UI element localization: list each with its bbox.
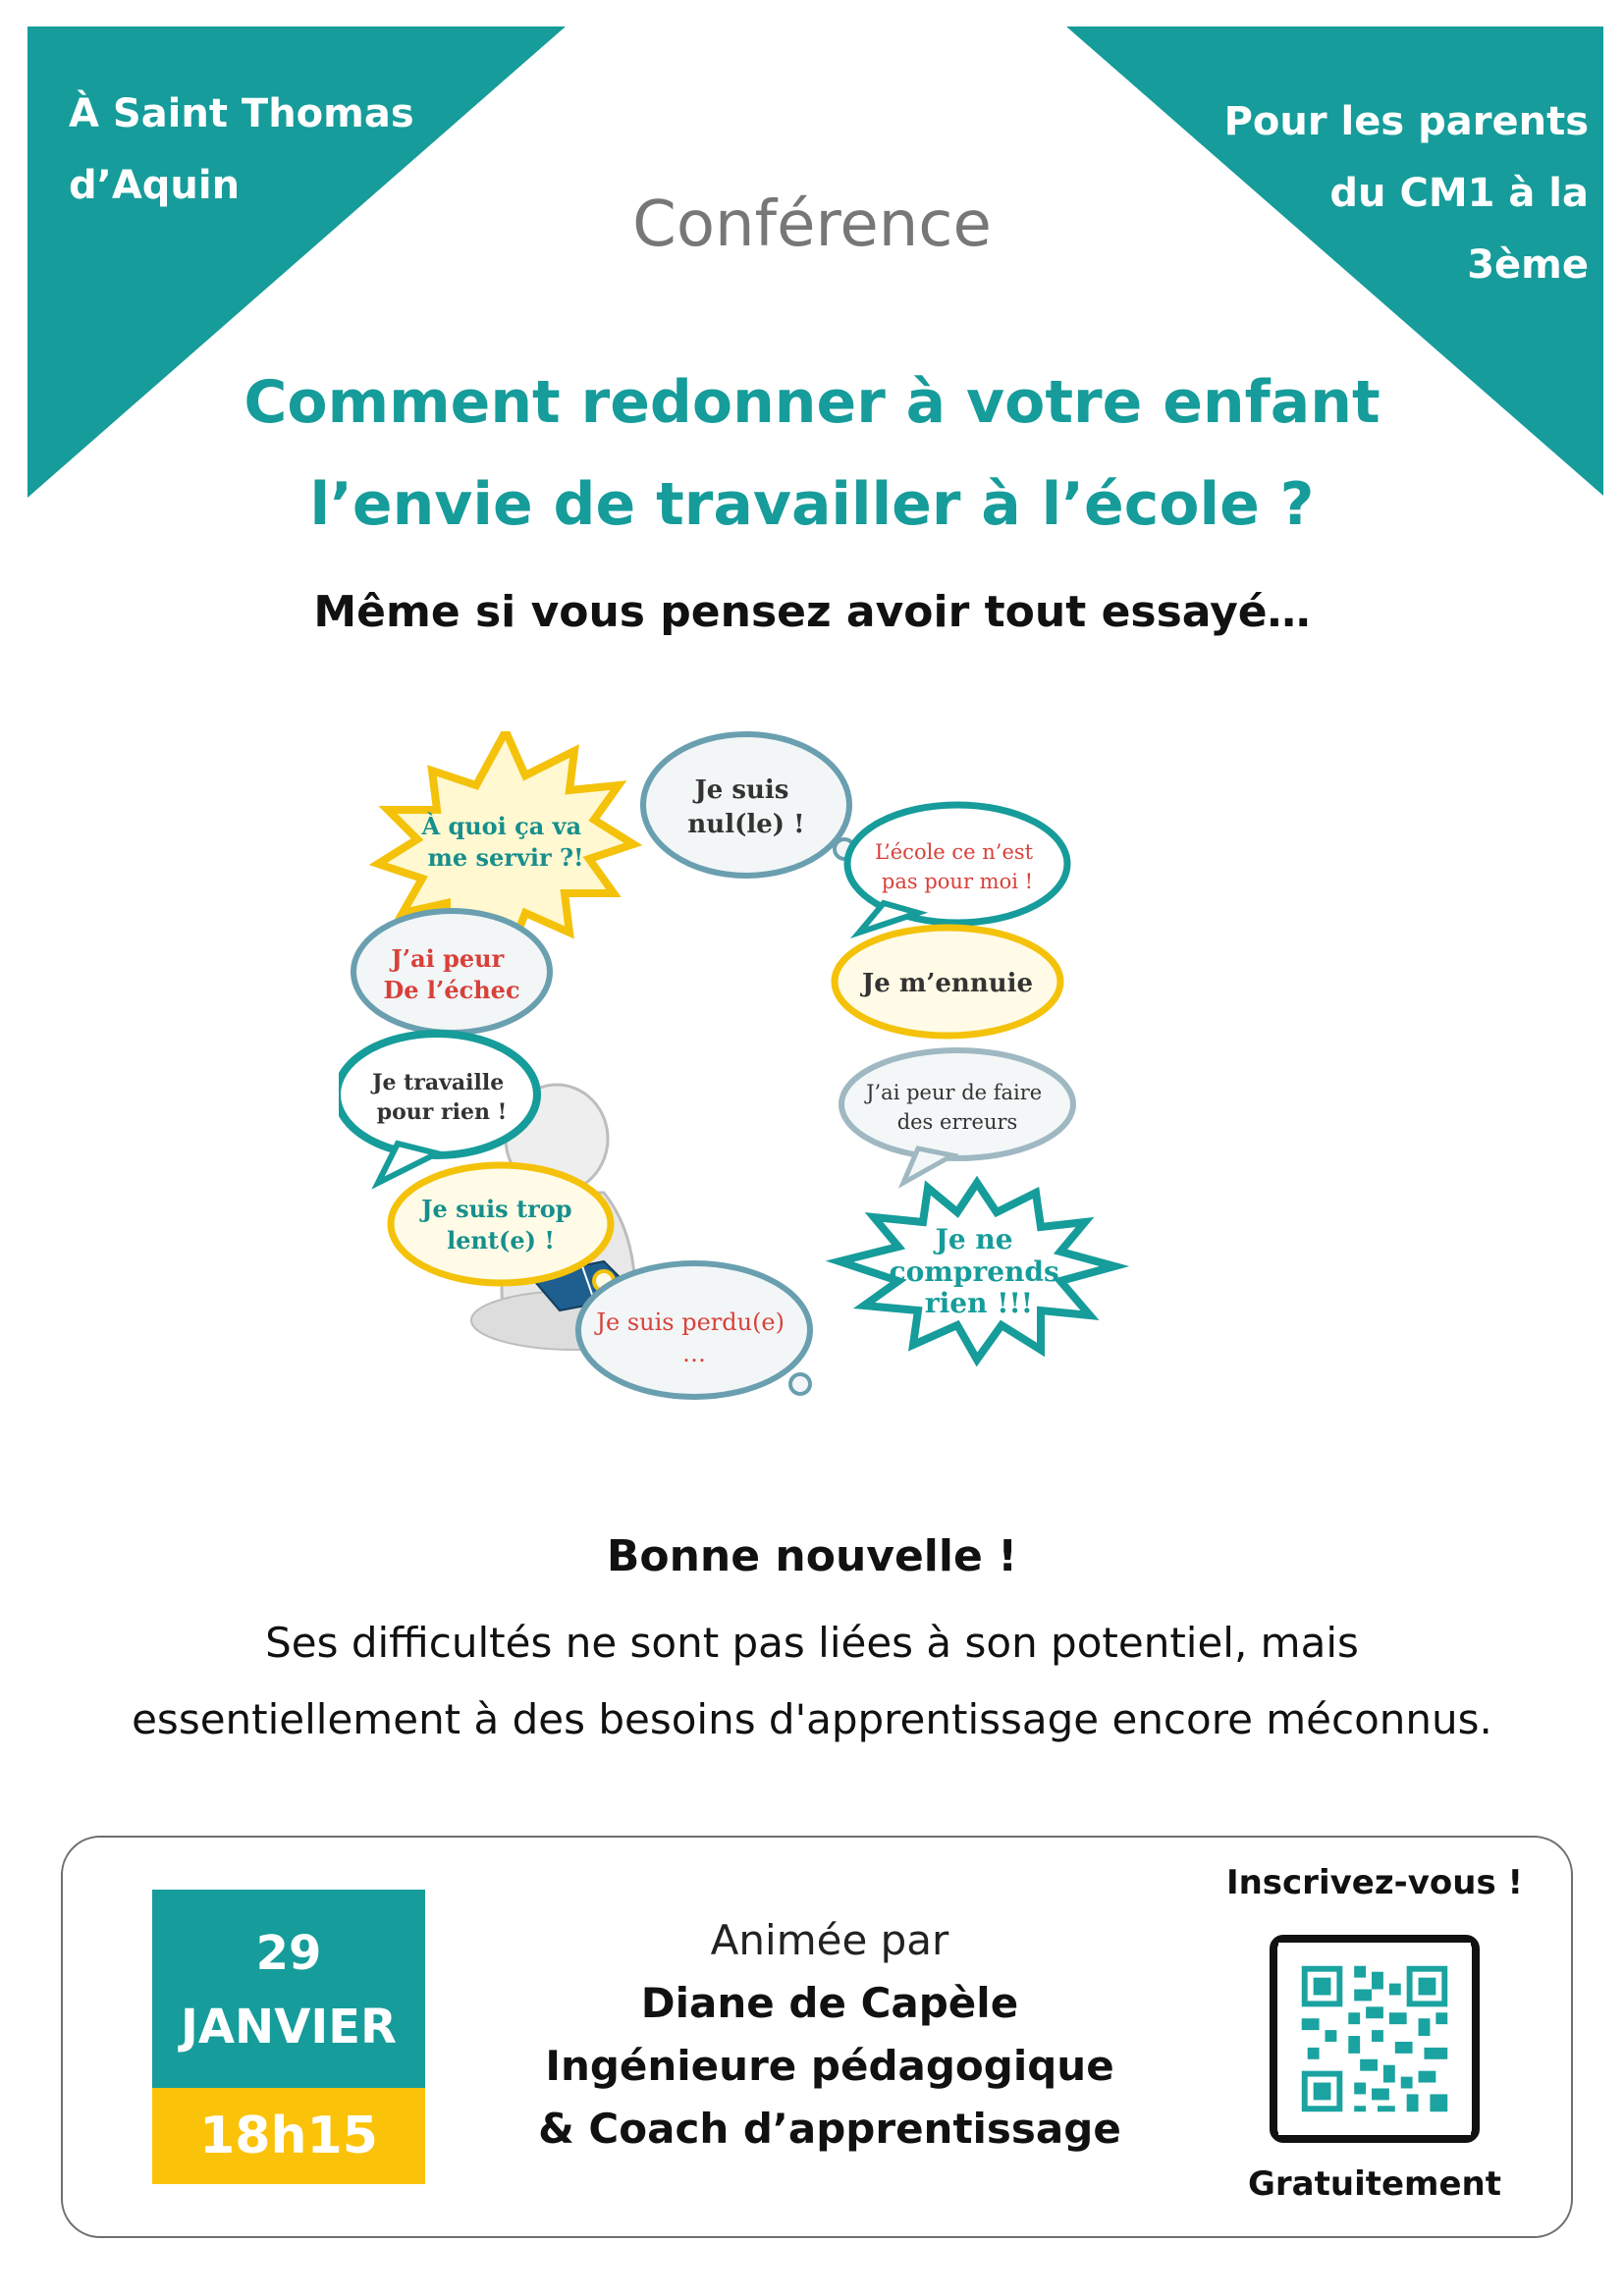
bubble-je-suis-trop-lent	[391, 1165, 629, 1307]
event-type: Conférence	[632, 188, 992, 261]
date-block	[152, 1890, 425, 2184]
audience-label: Pour les parents du CM1 à la 3ème	[1223, 99, 1589, 288]
speaker-role: & Coach d’apprentissage	[538, 2105, 1121, 2153]
svg-text:Je travaille pour rien !: Je travaille pour rien !	[372, 1070, 508, 1125]
bubble-je-m-ennuie	[835, 928, 1060, 1036]
bubble-je-suis-perdu	[578, 1263, 810, 1397]
svg-text:Je suis trop lent(e) !: Je suis trop lent(e) !	[421, 1195, 572, 1255]
bubble-peur-erreurs	[841, 1050, 1073, 1183]
location-label: À Saint Thomas d’Aquin	[69, 91, 414, 208]
svg-text:À quoi ça va me servir ?: À quoi ça va me servir ?!	[421, 812, 584, 872]
subtitle: Même si vous pensez avoir tout essayé…	[313, 587, 1311, 637]
svg-text:Je suis nul(le) !: Je suis nul(le) !	[687, 775, 805, 839]
bubble-je-suis-nul	[643, 734, 870, 876]
good-news-title: Bonne nouvelle !	[606, 1531, 1018, 1581]
good-news-text: Ses difficultés ne sont pas liées à son potentiel, mais essentiellement à des besoins d'apprentissage encore méconnus.	[132, 1619, 1492, 1743]
registration-label: Inscrivez-vous !	[1225, 1863, 1524, 1902]
bubble-je-travaille	[339, 1034, 537, 1183]
svg-text:J’ai peur De l’échec: J’ai peur De l’échec	[383, 944, 520, 1004]
svg-text:Je ne comprends ri: Je ne comprends rien !!!	[889, 1223, 1059, 1319]
speaker-info: Animée par Diane de Capèle Ingénieure pédagogique & Coach d’apprentissage	[471, 1909, 1188, 2161]
speech-bubbles-illustration	[339, 731, 1321, 1438]
svg-text:Je m’ennuie: Je m’ennuie	[861, 969, 1034, 998]
speaker-name: Diane de Capèle	[640, 1979, 1019, 2027]
free-label: Gratuitement	[1248, 2164, 1501, 2204]
event-time: 18h15	[152, 2088, 425, 2184]
bubble-peur-echec	[353, 911, 550, 1033]
date-day-month: 29 JANVIER	[152, 1890, 425, 2088]
qr-code-icon[interactable]	[1270, 1935, 1480, 2143]
bubble-ecole-pas-pour-moi	[847, 805, 1067, 933]
svg-text:Je suis perdu(e) …: Je suis perdu(e) …	[596, 1308, 785, 1367]
speaker-role: Ingénieure pédagogique	[545, 2042, 1114, 2090]
page-title: Comment redonner à votre enfant l’envie de travailler à l’école ?	[244, 368, 1380, 539]
svg-text:J’ai peur de faire des e: J’ai peur de faire des erreurs	[866, 1081, 1043, 1134]
bubble-je-ne-comprends-rien	[839, 1183, 1114, 1360]
svg-text:L’école ce n’est pas pou: L’école ce n’est pas pour moi !	[875, 840, 1034, 893]
